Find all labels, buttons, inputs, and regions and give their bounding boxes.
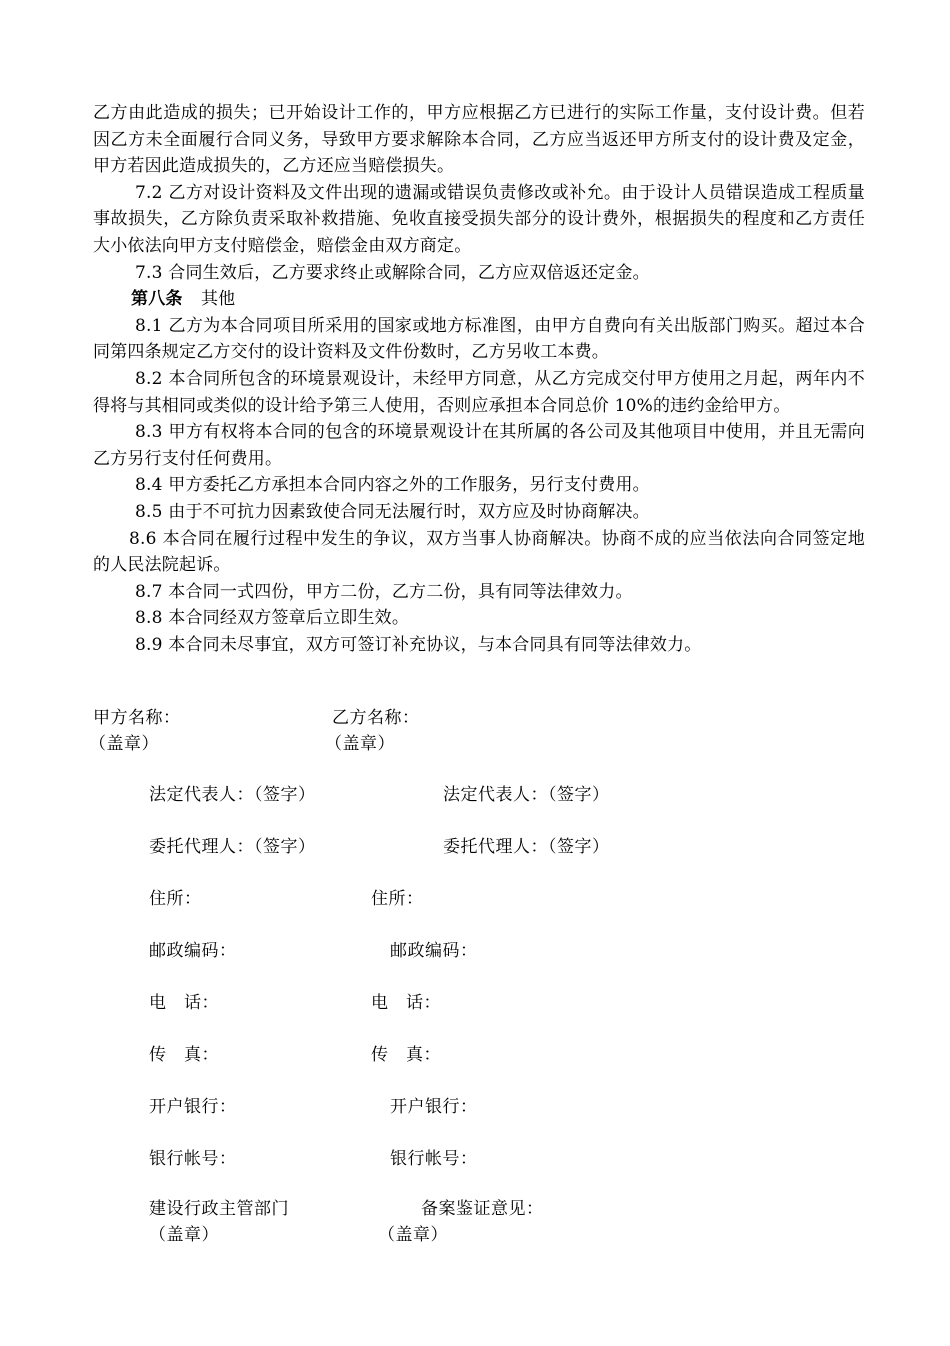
- party-a-name-label: 甲方名称：: [93, 708, 181, 728]
- party-b-phone: 电 话：: [371, 993, 441, 1013]
- paragraph-7-1-continued: 乙方由此造成的损失；已开始设计工作的，甲方应根据乙方已进行的实际工作量，支付设计费。但若因乙方未全面履行合同义务，导致甲方要求解除本合同，乙方应当返还甲方所支付的设计费及定金，甲方若因此造成损失的，乙方还应当赔偿损失。: [93, 103, 865, 177]
- party-a-seal: （盖章）: [89, 734, 159, 754]
- clause-7-3: 7.3 合同生效后，乙方要求终止或解除合同，乙方应双倍返还定金。: [135, 262, 650, 283]
- clause-8-4: 8.4 甲方委托乙方承担本合同内容之外的工作服务，另行支付费用。: [135, 475, 650, 496]
- contract-body: [93, 100, 865, 658]
- clause-8-8: 8.8 本合同经双方签章后立即生效。: [135, 608, 410, 629]
- party-a-account: 银行帐号：: [149, 1149, 237, 1169]
- filing-opinion-label: 备案鉴证意见：: [421, 1199, 544, 1219]
- party-b-agent: 委托代理人：（签字）: [443, 837, 610, 857]
- authority-seal: （盖章）: [149, 1225, 219, 1245]
- article-8-title: 其他: [200, 289, 236, 310]
- party-a-address: 住所：: [149, 889, 202, 909]
- authority-label: 建设行政主管部门: [149, 1199, 289, 1219]
- clause-8-9: 8.9 本合同未尽事宜，双方可签订补充协议，与本合同具有同等法律效力。: [135, 634, 702, 655]
- party-a-fax: 传 真：: [149, 1045, 219, 1065]
- clause-8-7: 8.7 本合同一式四份，甲方二份，乙方二份，具有同等法律效力。: [135, 581, 633, 602]
- clause-8-2: 8.2 本合同所包含的环境景观设计，未经甲方同意，从乙方完成交付甲方使用之月起，两年内不得将与其相同或类似的设计给予第三人使用，否则应承担本合同总价 10%的违约金给甲方。: [93, 368, 865, 416]
- clause-8-1: 8.1 乙方为本合同项目所采用的国家或地方标准图，由甲方自费向有关出版部门购买。超过本合同第四条规定乙方交付的设计资料及文件份数时，乙方另收工本费。: [93, 315, 865, 363]
- party-b-seal: （盖章）: [325, 734, 395, 754]
- filing-seal: （盖章）: [378, 1225, 448, 1245]
- clause-8-6: 8.6 本合同在履行过程中发生的争议，双方当事人协商解决。协商不成的应当依法向合同签定地的人民法院起诉。: [93, 528, 865, 576]
- party-a-phone: 电 话：: [149, 993, 219, 1013]
- party-a-postcode: 邮政编码：: [149, 941, 237, 961]
- clause-8-3: 8.3 甲方有权将本合同的包含的环境景观设计在其所属的各公司及其他项目中使用，并且无需向乙方另行支付任何费用。: [93, 422, 865, 469]
- party-b-address: 住所：: [371, 889, 424, 909]
- article-8-label: 第八条: [131, 289, 183, 310]
- party-b-postcode: 邮政编码：: [390, 941, 478, 961]
- party-b-account: 银行帐号：: [390, 1149, 478, 1169]
- party-a-agent: 委托代理人：（签字）: [149, 837, 316, 857]
- party-a-legal-rep: 法定代表人：（签字）: [149, 785, 316, 805]
- clause-8-5: 8.5 由于不可抗力因素致使合同无法履行时，双方应及时协商解决。: [135, 501, 650, 522]
- clause-7-2: 7.2 乙方对设计资料及文件出现的遗漏或错误负责修改或补允。由于设计人员错误造成工程质量事故损失，乙方除负责采取补救措施、免收直接受损失部分的设计费外，根据损失的程度和乙方责任大小依法向甲方支付赔偿金，赔偿金由双方商定。: [93, 182, 865, 256]
- article-8-heading: [93, 286, 865, 313]
- party-b-bank: 开户银行：: [390, 1097, 478, 1117]
- party-b-name-label: 乙方名称：: [332, 708, 420, 728]
- party-b-legal-rep: 法定代表人：（签字）: [443, 785, 610, 805]
- party-a-bank: 开户银行：: [149, 1097, 237, 1117]
- party-b-fax: 传 真：: [371, 1045, 441, 1065]
